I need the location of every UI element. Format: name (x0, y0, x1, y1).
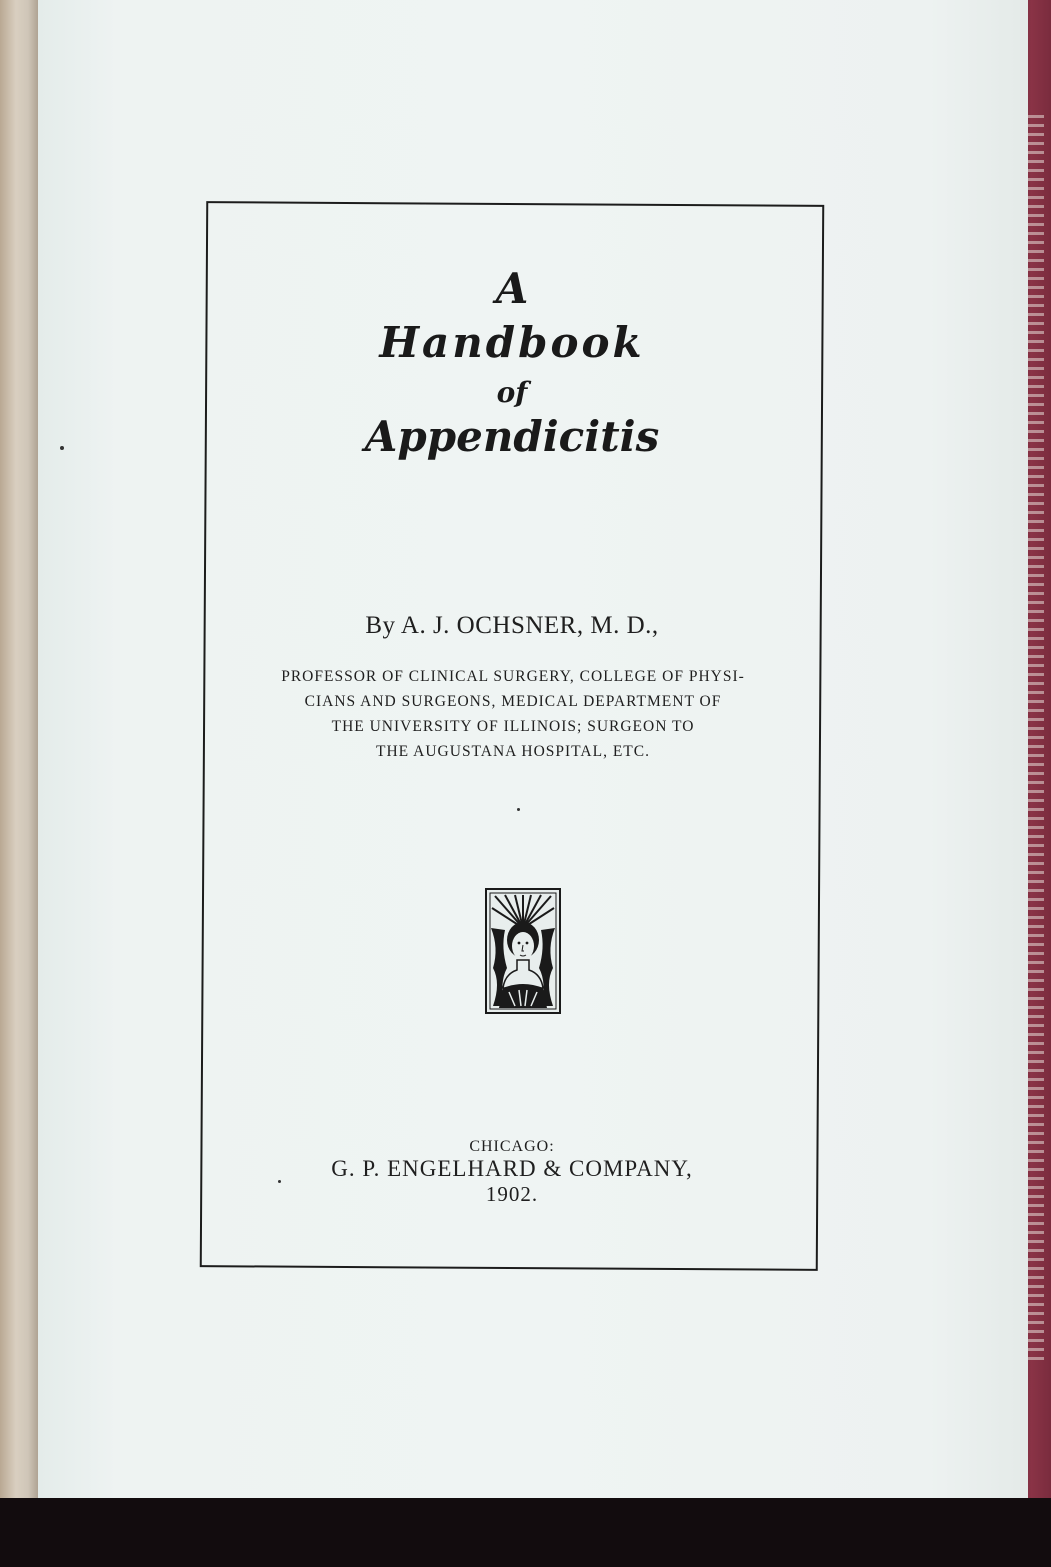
imprint-year: 1902. (485, 1182, 539, 1206)
title-line-a: A (495, 264, 529, 313)
title-line-appendicitis: Appendicitis (364, 412, 660, 461)
paper-speck (517, 808, 520, 811)
credentials-line: THE UNIVERSITY OF ILLINOIS; SURGEON TO (331, 718, 695, 735)
title-line-of: of (496, 376, 528, 409)
paper-speck (278, 1180, 281, 1183)
author-credentials (230, 664, 796, 764)
imprint-city: CHICAGO: (469, 1138, 555, 1155)
title-line-handbook: Handbook (379, 318, 645, 367)
book-binding-left (0, 0, 40, 1500)
publisher-emblem-icon (485, 888, 561, 1014)
imprint-publisher: G. P. ENGELHARD & COMPANY, (331, 1156, 693, 1181)
paper-speck (60, 446, 64, 450)
credentials-line: PROFESSOR OF CLINICAL SURGERY, COLLEGE OF PHYSI- (281, 668, 745, 685)
author-line: By A. J. OCHSNER, M. D., (365, 612, 659, 639)
credentials-line: THE AUGUSTANA HOSPITAL, ETC. (376, 743, 650, 760)
background-bottom-edge (0, 1498, 1051, 1567)
credentials-line: CIANS AND SURGEONS, MEDICAL DEPARTMENT OF (304, 693, 722, 710)
